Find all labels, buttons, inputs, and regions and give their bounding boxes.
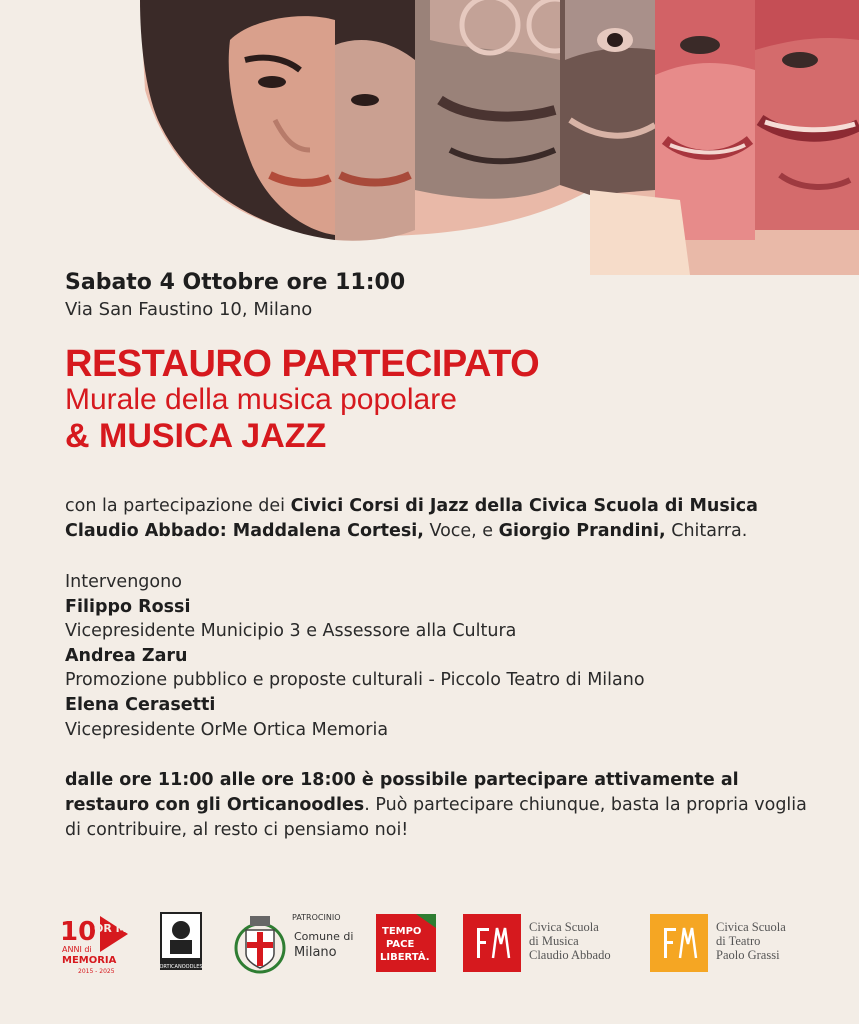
civica-teatro-mark-icon bbox=[650, 914, 708, 972]
tempo-pace-liberta-logo bbox=[376, 914, 436, 972]
comune-line-2: Milano bbox=[294, 945, 337, 960]
tempo-line-1: TEMPO bbox=[382, 926, 422, 937]
comune-crest-icon bbox=[232, 910, 362, 974]
event-place: Via San Faustino 10, Milano bbox=[65, 299, 313, 320]
event-date: Sabato 4 Ottobre ore 11:00 bbox=[65, 270, 406, 295]
mural-artwork bbox=[0, 0, 859, 280]
orme-memoria: MEMORIA bbox=[62, 955, 117, 966]
speaker-name: Andrea Zaru bbox=[65, 645, 188, 666]
speaker-role: Vicepresidente Municipio 3 e Assessore alla Cultura bbox=[65, 621, 517, 642]
closing-paragraph bbox=[65, 768, 825, 843]
comune-line-1: Comune di bbox=[294, 930, 354, 943]
civica-teatro-line-3: Paolo Grassi bbox=[716, 948, 780, 962]
closing-text: . Può partecipare chiunque, basta la propria voglia di contribuire, al resto ci pensiamo noi! bbox=[65, 795, 807, 841]
intro-paragraph bbox=[65, 494, 825, 544]
intro-text-1: con la partecipazione dei bbox=[65, 496, 291, 516]
face-man-glasses bbox=[415, 0, 581, 199]
orme-years: 2015 - 2025 bbox=[78, 968, 115, 975]
tempo-line-3: LIBERTÀ. bbox=[380, 952, 430, 963]
closing-bold: dalle ore 11:00 alle ore 18:00 è possibile partecipare attivamente al restauro con gli Orticanoodles bbox=[65, 770, 739, 816]
civica-musica-mark-icon bbox=[463, 914, 521, 972]
orticanoodles-logo bbox=[160, 912, 202, 970]
speaker-name: Filippo Rossi bbox=[65, 596, 191, 617]
intro-bold-2: Giorgio Prandini, bbox=[498, 521, 666, 541]
title-line-2: Murale della musica popolare bbox=[65, 383, 457, 416]
speakers-heading: Intervengono bbox=[65, 572, 182, 592]
orticanoodles-caption: ORTICANOODLES bbox=[160, 964, 202, 970]
face-man-4 bbox=[755, 0, 859, 230]
partner-logos bbox=[60, 908, 800, 978]
face-man-2 bbox=[560, 0, 655, 195]
civica-musica-line-1: Civica Scuola bbox=[529, 920, 599, 934]
orme-anni: ANNI di bbox=[62, 945, 92, 954]
orme-mark: OR ME bbox=[94, 922, 132, 935]
civica-musica-logo bbox=[463, 914, 633, 972]
intro-text-3: Chitarra. bbox=[665, 521, 748, 541]
speakers-section bbox=[65, 570, 825, 742]
intro-text-2: Voce, e bbox=[423, 521, 499, 541]
intro-bold-1: Civici Corsi di Jazz della Civica Scuola di Musica Claudio Abbado: Maddalena Cortesi, bbox=[65, 496, 758, 541]
title-line-3: & MUSICA JAZZ bbox=[65, 417, 327, 455]
comune-milano-logo bbox=[232, 910, 362, 974]
speaker-role: Promozione pubblico e proposte culturali - Piccolo Teatro di Milano bbox=[65, 670, 645, 691]
civica-musica-line-3: Claudio Abbado bbox=[529, 948, 611, 962]
face-woman bbox=[140, 0, 335, 240]
face-woman-2 bbox=[335, 0, 415, 241]
tempo-line-2: PACE bbox=[386, 939, 415, 950]
civica-musica-line-2: di Musica bbox=[529, 934, 579, 948]
event-content bbox=[65, 270, 825, 843]
orme-number: 10 bbox=[60, 917, 97, 947]
civica-teatro-line-2: di Teatro bbox=[716, 934, 761, 948]
orme-logo bbox=[60, 910, 132, 976]
speaker-name: Elena Cerasetti bbox=[65, 694, 216, 715]
civica-teatro-logo bbox=[650, 914, 800, 972]
civica-teatro-line-1: Civica Scuola bbox=[716, 920, 786, 934]
title-line-1: RESTAURO PARTECIPATO bbox=[65, 343, 540, 385]
patrocinio-label: PATROCINIO bbox=[292, 913, 341, 922]
speaker-role: Vicepresidente OrMe Ortica Memoria bbox=[65, 719, 389, 740]
